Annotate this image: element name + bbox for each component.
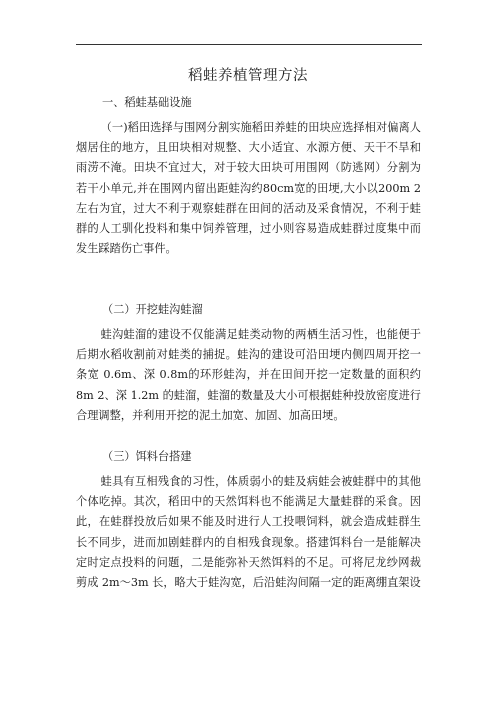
section-heading-infrastructure: 一、稻蛙基础设施: [102, 96, 192, 109]
document-title: 稻蛙养植管理方法: [188, 68, 308, 84]
subsection-heading-ditch: （二）开挖蛙沟蛙溜: [102, 303, 203, 316]
paragraph-feeding-table: 蛙具有互相残食的习性，体质弱小的蛙及病蛙会被蛙群中的其他个体吃掉。其次，稻田中的天然饵料也不能满足大量蛙群的采食。因此，在蛙群投放后如果不能及时进行人工投喂饲料，就会造成蛙群生长不同步，进而加剧蛙群内的自相残食现象。搭建饵料台一是能解决定时定点投料的问题，二是能弥补天然饵料的不足。可将尼龙纱网裁剪成 2m～3m 长，略大于蛙沟宽，后沿蛙沟间隔一定的距离绷直架设: [76, 475, 421, 590]
header-rule: [76, 44, 422, 45]
subsection-heading-feeding-table: （三）饵料台搭建: [102, 450, 192, 463]
paragraph-ditch: 蛙沟蛙溜的建设不仅能满足蛙类动物的两栖生活习性，也能便于后期水稻收割前对蛙类的捕捉。蛙沟的建设可沿田埂内侧四周开挖一条宽 0.6m、深 0.8m的环形蛙沟，并在田间开挖一定数量的面积约 8m 2、深 1.2m 的蛙溜，蛙溜的数量及大小可根据蛙种投放密度进行合理调整，并利用开挖的泥土加宽、加固、加高田埂。: [76, 328, 421, 422]
paragraph-field-selection: （一)稻田选择与围网分割实施稻田养蛙的田块应选择相对偏离人烟居住的地方，且田块相对规整、大小适宜、水源方便、天干不旱和雨涝不淹。田块不宜过大，对于较大田块可用围网（防逃网）分割为若干小单元,并在围网内留出距蛙沟约80cm宽的田埂,大小以200m 2左右为宜，过大不利于观察蛙群在田间的活动及采食情况，不利于蛙群的人工驯化投料和集中饲养管理，过小则容易造成蛙群过度集中而发生踩踏伤亡事件。: [76, 121, 421, 256]
